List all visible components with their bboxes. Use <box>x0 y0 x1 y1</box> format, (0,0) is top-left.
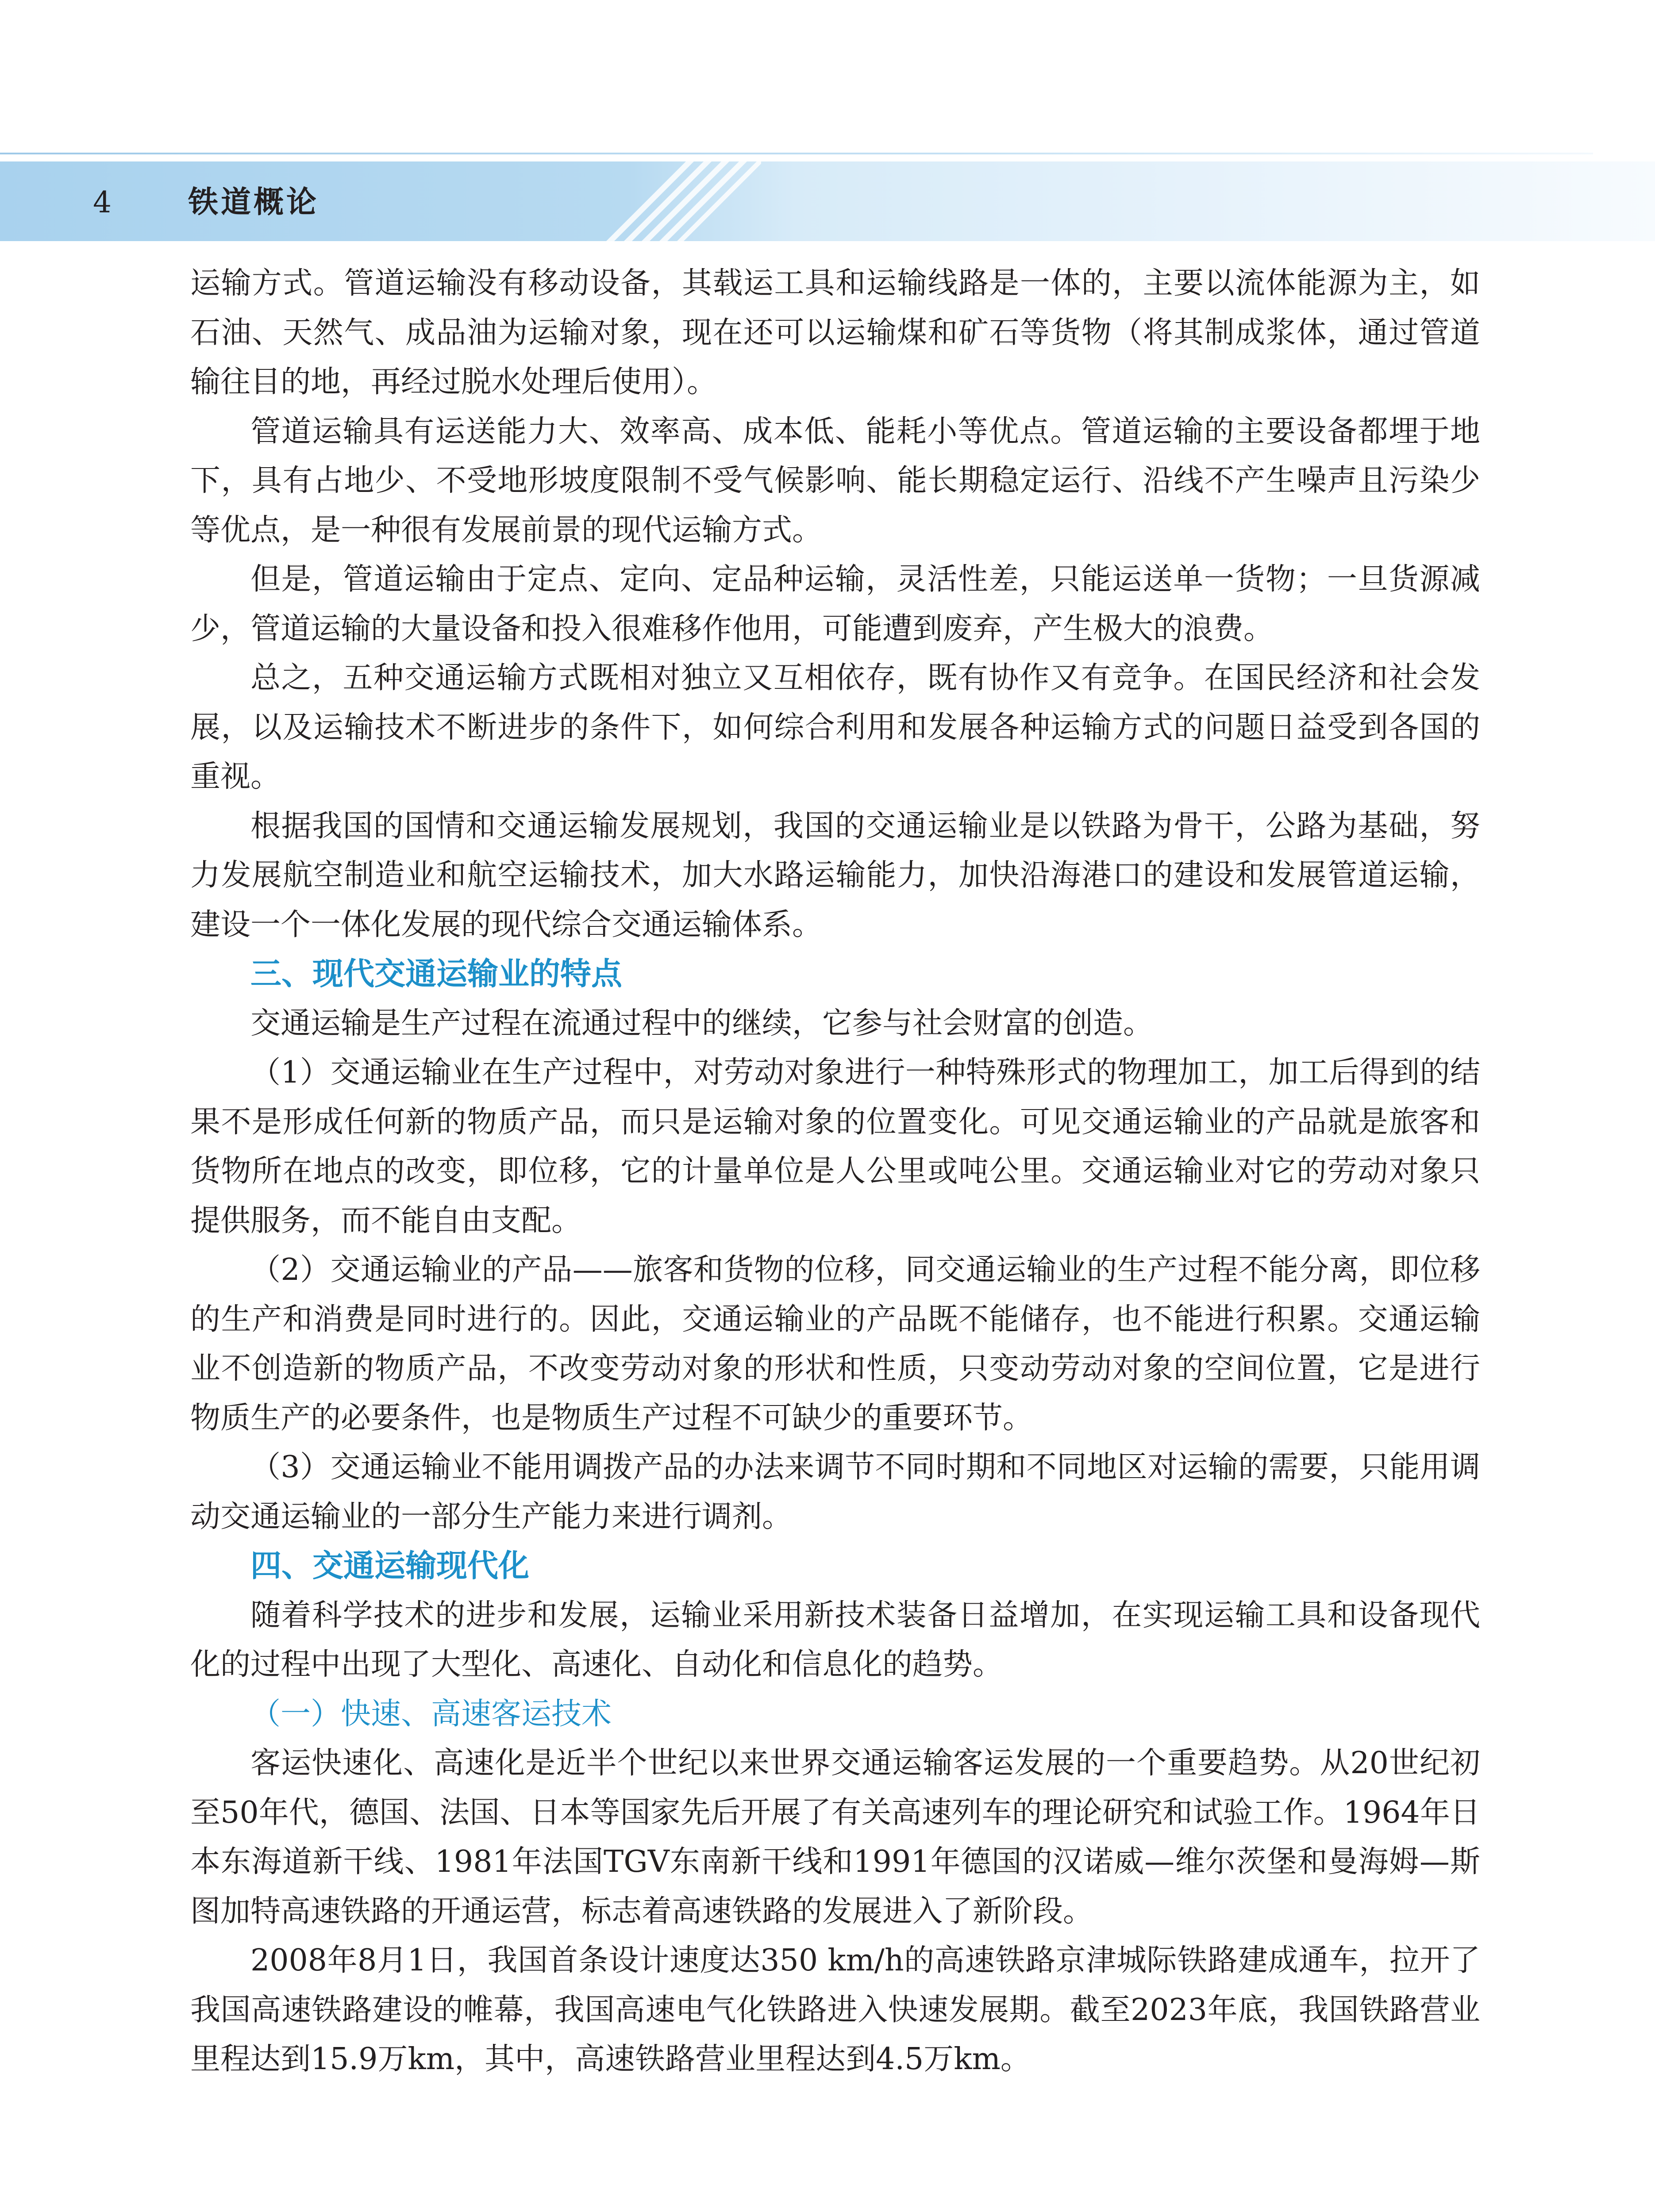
paragraph: （1）交通运输业在生产过程中，对劳动对象进行一种特殊形式的物理加工，加工后得到的结果不是形成任何新的物质产品，而只是运输对象的位置变化。可见交通运输业的产品就是旅客和货物所在地点的改变，即位移，它的计量单位是人公里或吨公里。交通运输业对它的劳动对象只提供服务，而不能自由支配。 <box>190 1055 1480 1238</box>
paragraph: 根据我国的国情和交通运输发展规划，我国的交通运输业是以铁路为骨干，公路为基础，努力发展航空制造业和航空运输技术，加大水路运输能力，加快沿海港口的建设和发展管道运输，建设一个一体化发展的现代综合交通运输体系。 <box>190 808 1480 942</box>
section-heading: 四、交通运输现代化 <box>250 1548 529 1584</box>
paragraph: 管道运输具有运送能力大、效率高、成本低、能耗小等优点。管道运输的主要设备都埋于地下，具有占地少、不受地形坡度限制不受气候影响、能长期稳定运行、沿线不产生噪声且污染少等优点，是一种很有发展前景的现代运输方式。 <box>190 414 1480 548</box>
paragraph: 运输方式。管道运输没有移动设备，其载运工具和运输线路是一体的，主要以流体能源为主，如石油、天然气、成品油为运输对象，现在还可以运输煤和矿石等货物（将其制成浆体，通过管道输往目的地，再经过脱水处理后使用）。 <box>190 266 1480 399</box>
paragraph: 客运快速化、高速化是近半个世纪以来世界交通运输客运发展的一个重要趋势。从20世纪初至50年代，德国、法国、日本等国家先后开展了有关高速列车的理论研究和试验工作。1964年日本东海道新干线、1981年法国TGV东南新干线和1991年德国的汉诺威—维尔茨堡和曼海姆—斯图加特高速铁路的开通运营，标志着高速铁路的发展进入了新阶段。 <box>190 1746 1480 1929</box>
page-number: 4 <box>93 185 112 219</box>
subsection-heading: （一）快速、高速客运技术 <box>250 1696 612 1732</box>
section-heading: 三、现代交通运输业的特点 <box>250 956 622 992</box>
paragraph: 但是，管道运输由于定点、定向、定品种运输，灵活性差，只能运送单一货物；一旦货源减少，管道运输的大量设备和投入很难移作他用，可能遭到废弃，产生极大的浪费。 <box>190 562 1480 646</box>
page-body <box>190 259 1480 2084</box>
paragraph: 随着科学技术的进步和发展，运输业采用新技术装备日益增加，在实现运输工具和设备现代化的过程中出现了大型化、高速化、自动化和信息化的趋势。 <box>190 1598 1480 1682</box>
header-decorative-stripes <box>575 161 761 241</box>
paragraph: 2008年8月1日，我国首条设计速度达350 km/h的高速铁路京津城际铁路建成通车，拉开了我国高速铁路建设的帷幕，我国高速电气化铁路进入快速发展期。截至2023年底，我国铁路营业里程达到15.9万km，其中，高速铁路营业里程达到4.5万km。 <box>190 1943 1480 2077</box>
paragraph: （3）交通运输业不能用调拨产品的办法来调节不同时期和不同地区对运输的需要，只能用调动交通运输业的一部分生产能力来进行调剂。 <box>190 1450 1480 1534</box>
paragraph: 总之，五种交通运输方式既相对独立又互相依存，既有协作又有竞争。在国民经济和社会发展，以及运输技术不断进步的条件下，如何综合利用和发展各种运输方式的问题日益受到各国的重视。 <box>190 661 1480 794</box>
paragraph: 交通运输是生产过程在流通过程中的继续，它参与社会财富的创造。 <box>250 1006 1154 1041</box>
running-header-title: 铁道概论 <box>188 185 319 220</box>
paragraph: （2）交通运输业的产品——旅客和货物的位移，同交通运输业的生产过程不能分离，即位移的生产和消费是同时进行的。因此，交通运输业的产品既不能储存，也不能进行积累。交通运输业不创造新的物质产品，不改变劳动对象的形状和性质，只变动劳动对象的空间位置，它是进行物质生产的必要条件，也是物质生产过程不可缺少的重要环节。 <box>190 1252 1480 1436</box>
header-rule <box>0 153 1593 154</box>
